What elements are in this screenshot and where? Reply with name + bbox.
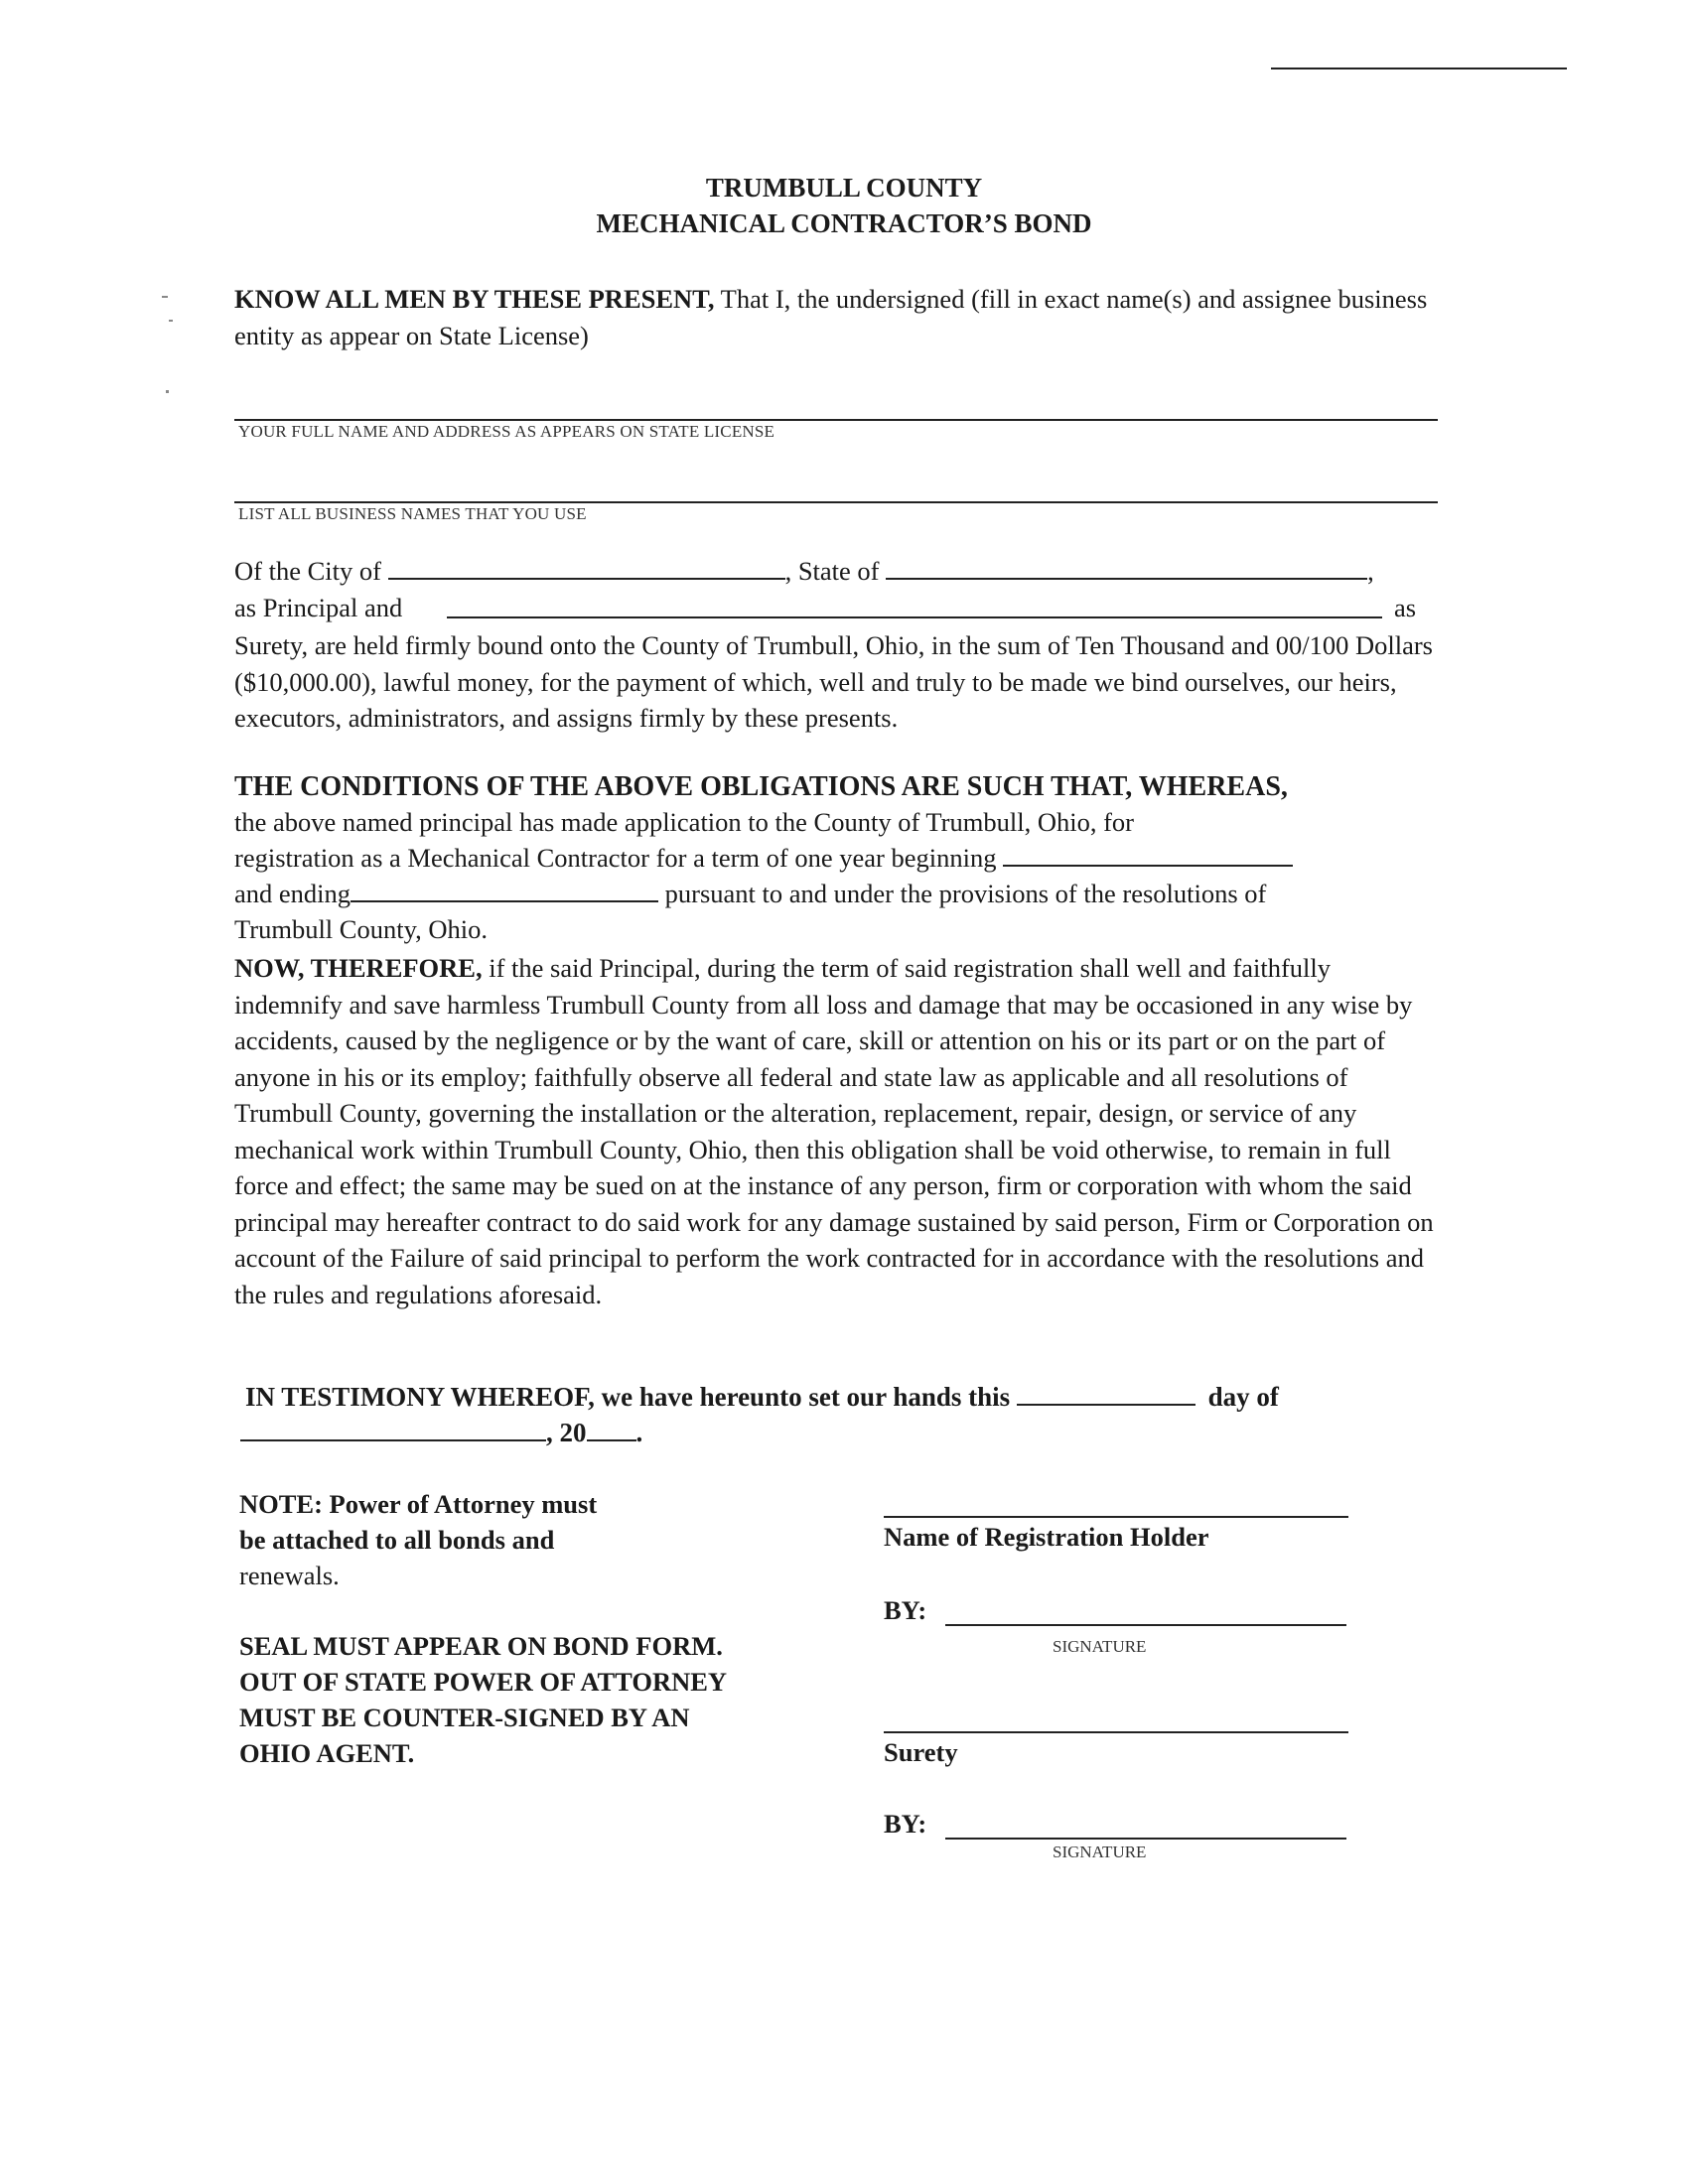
holder-signature-field[interactable] bbox=[945, 1624, 1346, 1626]
signature-caption-1: SIGNATURE bbox=[1053, 1637, 1147, 1656]
state-field[interactable] bbox=[886, 556, 1367, 580]
seal-notice-block bbox=[239, 1628, 727, 1771]
testimony-prefix: IN TESTIMONY WHEREOF, we have hereunto set our hands this bbox=[245, 1382, 1011, 1412]
signature-caption-2: SIGNATURE bbox=[1053, 1843, 1147, 1861]
full-name-field[interactable] bbox=[234, 419, 1438, 421]
intro-lead: KNOW ALL MEN BY THESE PRESENT, bbox=[234, 284, 715, 314]
testimony-month-field[interactable] bbox=[240, 1418, 546, 1441]
testimony-period: . bbox=[635, 1418, 643, 1447]
testimony-year-field[interactable] bbox=[587, 1418, 636, 1441]
margin-mark bbox=[162, 296, 168, 298]
note-line: be attached to all bonds and bbox=[239, 1525, 555, 1555]
conditions-line-3 bbox=[234, 879, 1266, 909]
term-beginning-label: registration as a Mechanical Contractor for a term of one year beginning bbox=[234, 843, 997, 873]
top-right-blank-line bbox=[1271, 68, 1567, 69]
city-label: Of the City of bbox=[234, 556, 381, 586]
testimony-day-field[interactable] bbox=[1017, 1382, 1196, 1406]
registration-holder-field[interactable] bbox=[884, 1516, 1348, 1518]
county-title: TRUMBULL COUNTY bbox=[705, 173, 983, 203]
conditions-line-4: Trumbull County, Ohio. bbox=[234, 914, 488, 944]
note-line: renewals. bbox=[239, 1561, 340, 1590]
bond-title: MECHANICAL CONTRACTOR’S BOND bbox=[596, 208, 1092, 238]
seal-line: OUT OF STATE POWER OF ATTORNEY bbox=[239, 1667, 728, 1697]
seal-line: OHIO AGENT. bbox=[239, 1738, 415, 1768]
intro-text: That I, the undersigned (fill in exact name(s) and assignee business entity as appear on State License) bbox=[234, 284, 1428, 350]
surety-field[interactable] bbox=[884, 1731, 1348, 1733]
term-beginning-field[interactable] bbox=[1003, 843, 1293, 867]
by-label-2: BY: bbox=[884, 1809, 927, 1839]
note-line: NOTE: Power of Attorney must bbox=[239, 1489, 598, 1519]
business-names-label: LIST ALL BUSINESS NAMES THAT YOU USE bbox=[238, 504, 587, 523]
term-ending-suffix: pursuant to and under the provisions of the resolutions of bbox=[664, 879, 1267, 908]
registration-holder-label: Name of Registration Holder bbox=[884, 1522, 1209, 1552]
intro-paragraph bbox=[234, 281, 1436, 353]
by-label-1: BY: bbox=[884, 1595, 927, 1625]
testimony-date-line bbox=[240, 1418, 642, 1448]
testimony-line bbox=[245, 1382, 1279, 1413]
city-field[interactable] bbox=[388, 556, 785, 580]
principal-label: as Principal and bbox=[234, 593, 403, 622]
principal-suffix: as bbox=[1394, 593, 1417, 622]
term-ending-label: and ending bbox=[234, 879, 352, 908]
now-therefore-lead: NOW, THEREFORE, bbox=[234, 953, 483, 983]
note-block bbox=[239, 1486, 597, 1593]
state-label: , State of bbox=[784, 556, 880, 586]
now-therefore-text: if the said Principal, during the term of said registration shall well and faithfully indemnify and save harmless Trumbull County from all loss and damage that may be occasioned in any wise by accidents, caused by the negligence or by the want of care, skill or attention on his or its part or on the part of anyone in his or its employ; faithfully observe all federal and state law as applicable and all resolutions of Trumbull County, governing the installation or the alteration, replacement, repair, design, or service of any mechanical work within Trumbull County, Ohio, then this obligation shall be void otherwise, to remain in full force and effect; the same may be sued on at the instance of any person, firm or corporation with whom the said principal may hereafter contract to do said work for any damage sustained by said person, Firm or Corporation on account of the Failure of said principal to perform the work contracted for in accordance with the resolutions and the rules and regulations aforesaid. bbox=[234, 953, 1434, 1309]
conditions-heading: THE CONDITIONS OF THE ABOVE OBLIGATIONS ARE SUCH THAT, WHEREAS, bbox=[234, 771, 1288, 802]
full-name-label: YOUR FULL NAME AND ADDRESS AS APPEARS ON STATE LICENSE bbox=[238, 422, 775, 441]
testimony-day-of: day of bbox=[1207, 1382, 1279, 1412]
conditions-line-2 bbox=[234, 843, 1293, 874]
surety-label: Surety bbox=[884, 1737, 958, 1767]
business-names-field[interactable] bbox=[234, 501, 1438, 503]
city-state-line bbox=[234, 556, 1374, 587]
state-suffix: , bbox=[1367, 556, 1374, 586]
surety-name-field[interactable] bbox=[447, 616, 1382, 618]
margin-mark bbox=[169, 320, 173, 322]
surety-paragraph: Surety, are held firmly bound onto the County of Trumbull, Ohio, in the sum of Ten Thousand and 00/100 Dollars ($10,000.00), lawful money, for the payment of which, well and truly to be made we bind ourselves, our heirs, executors, administrators, and assigns firmly by these presents. bbox=[234, 630, 1433, 733]
testimony-year-prefix: , 20 bbox=[546, 1418, 587, 1447]
seal-line: MUST BE COUNTER-SIGNED BY AN bbox=[239, 1703, 690, 1732]
now-therefore-paragraph bbox=[234, 950, 1436, 1312]
margin-mark bbox=[166, 390, 169, 393]
seal-line: SEAL MUST APPEAR ON BOND FORM. bbox=[239, 1631, 723, 1661]
conditions-line-1: the above named principal has made application to the County of Trumbull, Ohio, for bbox=[234, 807, 1134, 837]
surety-signature-field[interactable] bbox=[945, 1838, 1346, 1840]
term-ending-field[interactable] bbox=[351, 879, 658, 902]
